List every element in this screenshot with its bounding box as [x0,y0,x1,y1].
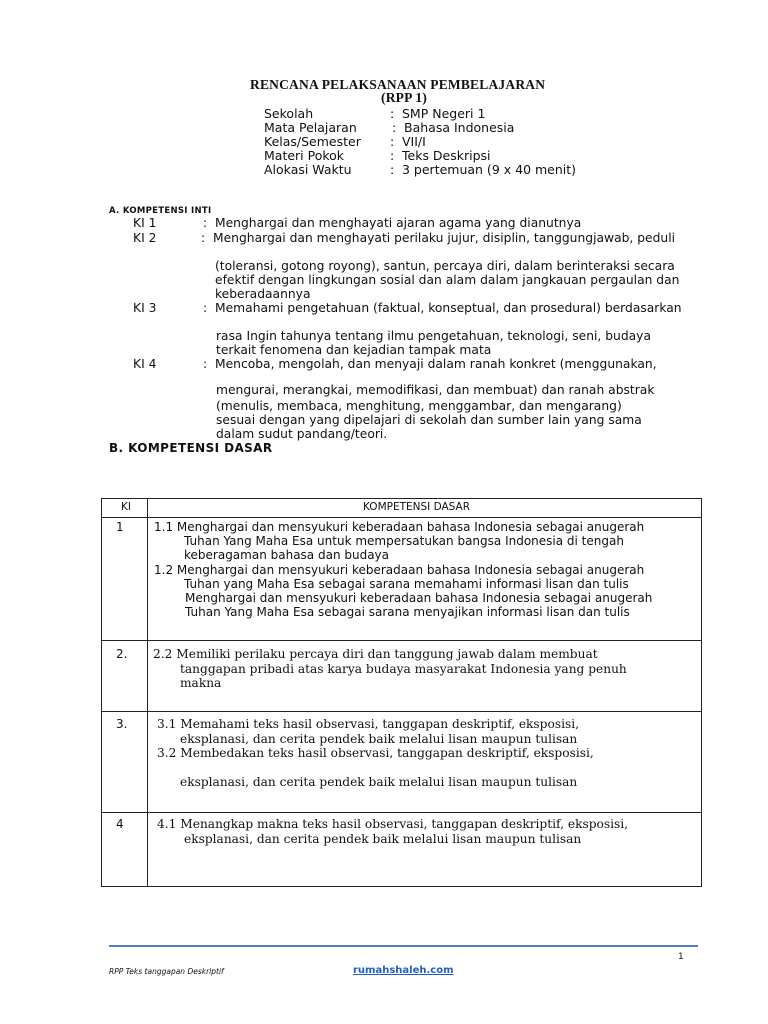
table-row-divider [102,517,701,518]
table-ki-cell: 2. [116,647,128,661]
ki-text-line: (menulis, membaca, menghitung, menggambar, dan mengarang) [216,399,622,413]
table-kd-line: Tuhan Yang Maha Esa untuk mempersatukan bangsa Indonesia di tengah [184,534,624,548]
footer-divider [109,945,698,947]
info-value: Bahasa Indonesia [404,120,515,135]
info-value: SMP Negeri 1 [402,106,486,121]
page-number: 1 [678,952,684,962]
info-label: Kelas/Semester [264,134,361,149]
ki-code: KI 2 [133,231,157,245]
info-separator: : [390,162,395,177]
ki-text-line: rasa Ingin tahunya tentang ilmu pengetahuan, teknologi, seni, budaya [216,329,651,343]
table-kd-line: 3.1 Memahami teks hasil observasi, tanggapan deskriptif, eksposisi, [157,717,580,731]
ki-text-line: efektif dengan lingkungan sosial dan alam dalam jangkauan pergaulan dan [215,273,680,287]
ki-separator: : [201,231,206,245]
footer-website-link[interactable]: rumahshaleh.com [353,965,454,976]
table-kd-line: makna [180,676,222,690]
table-kd-line: eksplanasi, dan cerita pendek baik melalui lisan maupun tulisan [180,775,578,789]
table-kd-line: Tuhan Yang Maha Esa sebagai sarana menyajikan informasi lisan dan tulis [185,605,630,619]
table-row-divider [102,711,701,712]
kompetensi-dasar-table [101,498,702,887]
table-ki-cell: 4 [116,817,124,831]
ki-text-line: Memahami pengetahuan (faktual, konseptual, dan prosedural) berdasarkan [215,301,682,315]
table-kd-line: 3.2 Membedakan teks hasil observasi, tanggapan deskriptif, eksposisi, [157,746,594,760]
info-label: Sekolah [264,106,314,121]
ki-text-line: mengurai, merangkai, memodifikasi, dan membuat) dan ranah abstrak [216,383,655,397]
table-header-kd: KOMPETENSI DASAR [363,501,471,513]
ki-text-line: (toleransi, gotong royong), santun, percaya diri, dalam berinteraksi secara [215,259,675,273]
table-kd-line: Menghargai dan mensyukuri keberadaan bahasa Indonesia sebagai anugerah [185,591,653,605]
table-ki-cell: 1 [116,520,124,534]
ki-separator: : [203,301,208,315]
info-value: Teks Deskripsi [402,148,491,163]
info-separator: : [390,148,395,163]
info-label: Alokasi Waktu [264,162,352,177]
table-column-divider [147,499,148,886]
info-label: Mata Pelajaran [264,120,357,135]
info-separator: : [390,106,395,121]
info-label: Materi Pokok [264,148,345,163]
ki-separator: : [203,357,208,371]
section-b-heading: B. KOMPETENSI DASAR [109,441,273,455]
table-header-ki: KI [121,501,131,513]
info-separator: : [390,134,395,149]
ki-text-line: dalam sudut pandang/teori. [216,427,388,441]
ki-text-line: sesuai dengan yang dipelajari di sekolah dan sumber lain yang sama [216,413,642,427]
info-separator: : [392,120,397,135]
table-row-divider [102,640,701,641]
info-value: 3 pertemuan (9 x 40 menit) [402,162,577,177]
table-kd-line: 4.1 Menangkap makna teks hasil observasi, tanggapan deskriptif, eksposisi, [157,817,629,831]
info-value: VII/I [402,134,426,149]
table-ki-cell: 3. [116,717,128,731]
table-kd-line: Tuhan yang Maha Esa sebagai sarana memahami informasi lisan dan tulis [184,577,629,591]
table-kd-line: 2.2 Memiliki perilaku percaya diri dan tanggung jawab dalam membuat [153,647,598,661]
ki-text-line: terkait fenomena dan kejadian tampak mata [216,343,492,357]
ki-code: KI 4 [133,357,157,371]
document-subtitle: (RPP 1) [381,90,428,105]
document-title: RENCANA PELAKSANAAN PEMBELAJARAN [250,77,546,92]
ki-code: KI 3 [133,301,157,315]
ki-code: KI 1 [133,216,157,230]
section-a-heading: A. KOMPETENSI INTI [109,206,212,216]
table-kd-line: tanggapan pribadi atas karya budaya masyarakat Indonesia yang penuh [180,662,627,676]
ki-separator: : [203,216,208,230]
ki-text-line: Mencoba, mengolah, dan menyaji dalam ranah konkret (menggunakan, [215,357,657,371]
table-kd-line: eksplanasi, dan cerita pendek baik melalui lisan maupun tulisan [184,832,582,846]
table-kd-line: 1.1 Menghargai dan mensyukuri keberadaan bahasa Indonesia sebagai anugerah [154,520,645,534]
table-kd-line: keberagaman bahasa dan budaya [184,548,390,562]
table-kd-line: eksplanasi, dan cerita pendek baik melalui lisan maupun tulisan [180,732,578,746]
ki-text-line: Menghargai dan menghayati ajaran agama yang dianutnya [215,216,582,230]
table-kd-line: 1.2 Menghargai dan mensyukuri keberadaan bahasa Indonesia sebagai anugerah [154,563,645,577]
ki-text-line: keberadaannya [215,287,311,301]
footer-document-name: RPP Teks tanggapan Deskriptif [109,967,224,976]
table-row-divider [102,812,701,813]
ki-text-line: Menghargai dan menghayati perilaku jujur, disiplin, tanggungjawab, peduli [213,231,676,245]
